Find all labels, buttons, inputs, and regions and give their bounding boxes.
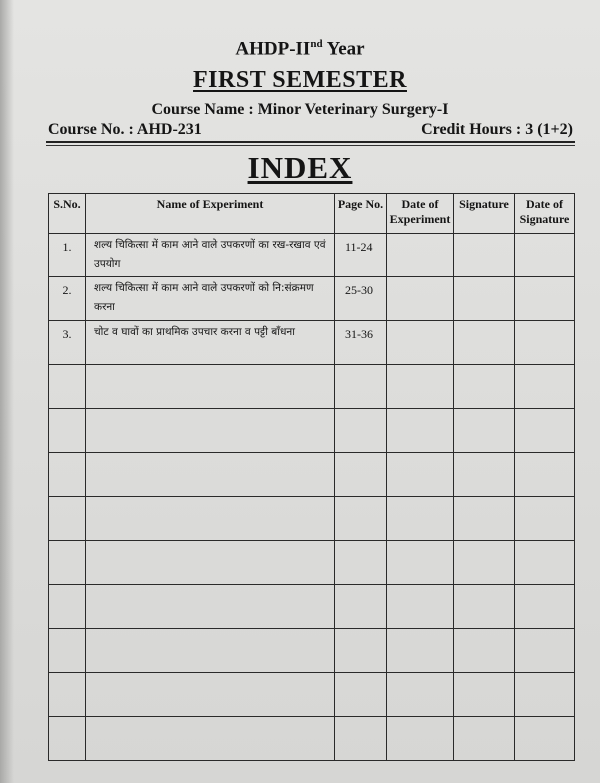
cell-page-no (335, 541, 387, 585)
cell-signature (454, 585, 515, 629)
cell-experiment-name: चोट व घावों का प्राथमिक उपचार करना व पट्टी बाँधना (86, 321, 335, 365)
table-row (49, 365, 575, 409)
cell-experiment-name (86, 409, 335, 453)
table-row (49, 629, 575, 673)
cell-page-no: 11-24 (335, 234, 387, 277)
cell-sno (49, 629, 86, 673)
cell-sno (49, 541, 86, 585)
cell-sno (49, 365, 86, 409)
cell-date-of-signature (515, 453, 575, 497)
cell-experiment-name: शल्य चिकित्सा में काम आने वाले उपकरणों को नि:संक्रमण करना (86, 277, 335, 321)
column-header-sno: S.No. (49, 194, 86, 234)
table-row (49, 717, 575, 761)
cell-page-no (335, 717, 387, 761)
cell-experiment-name: शल्य चिकित्सा में काम आने वाले उपकरणों का रख-रखाव एवं उपयोग (86, 234, 335, 277)
cell-date-of-signature (515, 321, 575, 365)
cell-date-of-signature (515, 409, 575, 453)
header-rule-thin (46, 145, 575, 146)
table-row (49, 277, 575, 321)
cell-date-of-experiment (387, 277, 454, 321)
cell-signature (454, 541, 515, 585)
semester-title: FIRST SEMESTER (193, 67, 407, 93)
cell-experiment-name (86, 541, 335, 585)
cell-page-no (335, 409, 387, 453)
column-header-signature: Signature (454, 194, 515, 234)
cell-signature (454, 629, 515, 673)
cell-date-of-experiment (387, 585, 454, 629)
cell-experiment-name (86, 673, 335, 717)
cell-page-no (335, 585, 387, 629)
cell-page-no (335, 365, 387, 409)
cell-signature (454, 409, 515, 453)
cell-date-of-experiment (387, 717, 454, 761)
cell-date-of-experiment (387, 541, 454, 585)
cell-date-of-experiment (387, 673, 454, 717)
table-row (49, 497, 575, 541)
cell-sno (49, 497, 86, 541)
cell-experiment-name (86, 629, 335, 673)
cell-date-of-signature (515, 541, 575, 585)
year-superscript: nd (310, 38, 323, 50)
cell-signature (454, 717, 515, 761)
cell-signature (454, 497, 515, 541)
table-row (49, 673, 575, 717)
table-header-row (49, 194, 575, 234)
year-prefix: AHDP-II (235, 38, 311, 60)
cell-sno (49, 409, 86, 453)
cell-signature (454, 321, 515, 365)
cell-date-of-experiment (387, 234, 454, 277)
cell-sno: 1. (49, 234, 86, 277)
cell-sno (49, 673, 86, 717)
cell-sno (49, 585, 86, 629)
index-title: INDEX (247, 150, 353, 185)
cell-date-of-signature (515, 234, 575, 277)
cell-experiment-name (86, 497, 335, 541)
column-header-experiment: Name of Experiment (86, 194, 335, 234)
cell-experiment-name (86, 585, 335, 629)
cell-date-of-signature (515, 629, 575, 673)
table-row (49, 585, 575, 629)
table-row (49, 234, 575, 277)
table-body (49, 234, 575, 761)
cell-page-no (335, 673, 387, 717)
table-row (49, 321, 575, 365)
column-header-date: Date of Experiment (387, 194, 454, 234)
cell-page-no (335, 453, 387, 497)
cell-experiment-name (86, 365, 335, 409)
cell-experiment-name (86, 717, 335, 761)
column-header-page: Page No. (335, 194, 387, 234)
table-row (49, 541, 575, 585)
cell-date-of-signature (515, 365, 575, 409)
cell-sno: 3. (49, 321, 86, 365)
table-row (49, 453, 575, 497)
cell-date-of-experiment (387, 629, 454, 673)
cell-signature (454, 673, 515, 717)
cell-date-of-experiment (387, 321, 454, 365)
cell-page-no: 25-30 (335, 277, 387, 321)
cell-signature (454, 365, 515, 409)
cell-experiment-name (86, 453, 335, 497)
year-suffix: Year (322, 38, 365, 60)
cell-date-of-signature (515, 585, 575, 629)
cell-sno (49, 717, 86, 761)
course-name: Course Name : Minor Veterinary Surgery-I (151, 101, 449, 118)
cell-sno (49, 453, 86, 497)
cell-page-no (335, 629, 387, 673)
cell-signature (454, 453, 515, 497)
cell-date-of-experiment (387, 453, 454, 497)
cell-page-no (335, 497, 387, 541)
year-heading (0, 38, 600, 60)
cell-signature (454, 277, 515, 321)
column-header-date-signature: Date of Signature (515, 194, 575, 234)
cell-date-of-signature (515, 497, 575, 541)
cell-signature (454, 234, 515, 277)
cell-date-of-signature (515, 673, 575, 717)
cell-page-no: 31-36 (335, 321, 387, 365)
cell-date-of-experiment (387, 365, 454, 409)
cell-date-of-experiment (387, 497, 454, 541)
cell-date-of-experiment (387, 409, 454, 453)
index-table (48, 193, 575, 761)
cell-date-of-signature (515, 717, 575, 761)
cell-sno: 2. (49, 277, 86, 321)
credit-hours: Credit Hours : 3 (1+2) (421, 121, 573, 138)
header-rule-thick (46, 141, 575, 143)
course-number: Course No. : AHD-231 (48, 121, 202, 138)
table-row (49, 409, 575, 453)
cell-date-of-signature (515, 277, 575, 321)
